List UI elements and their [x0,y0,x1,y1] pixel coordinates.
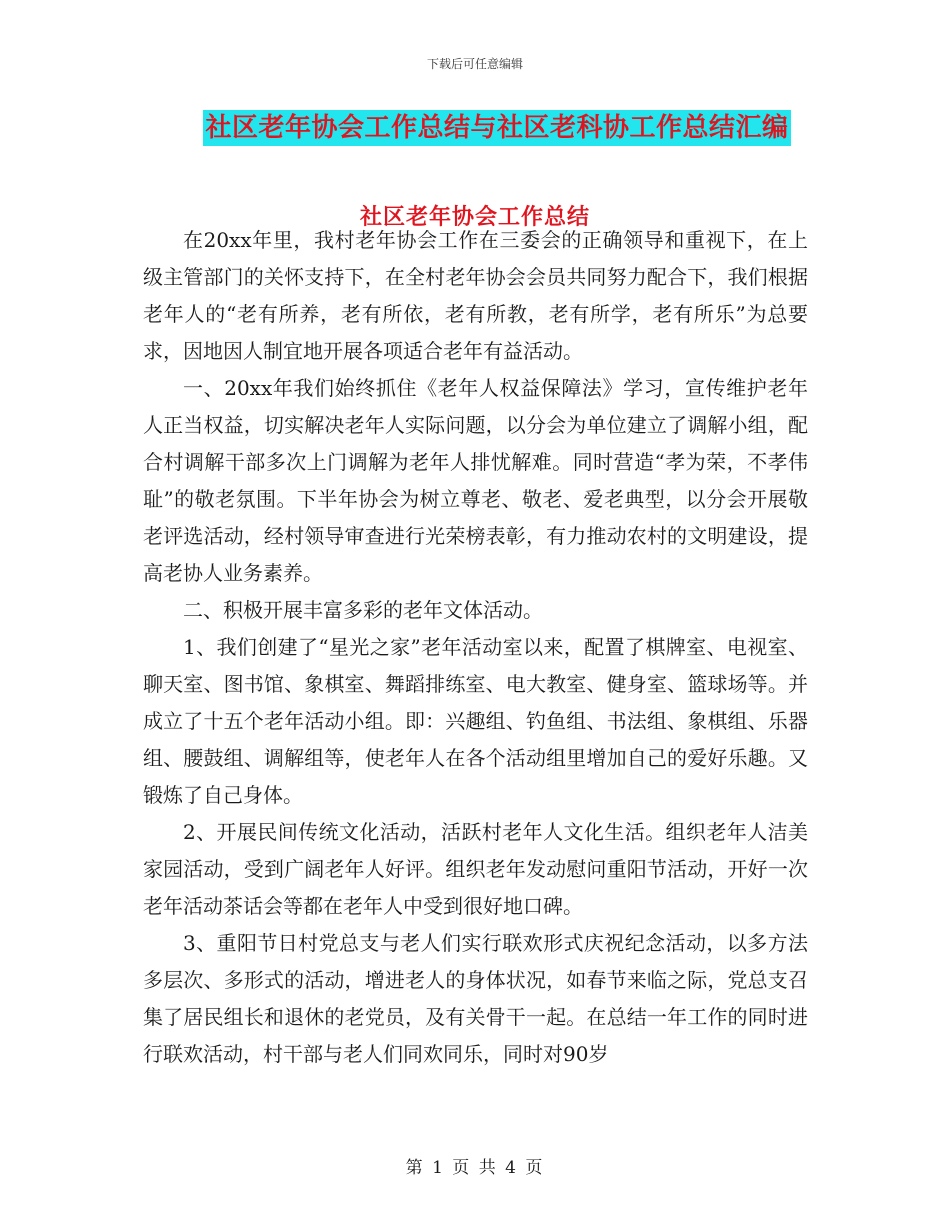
main-title-wrapper [0,110,950,146]
paragraph-activities-heading: 二、积极开展丰富多彩的老年文体活动。 [183,598,543,622]
paragraph-intro: 在20xx年里，我村老年协会工作在三委会的正确领导和重视下，在上级主管部门的关怀支持下，在全村老年协会会员共同努力配合下，我们根据老年人的“老有所养，老有所依，老有所教，老有所学，老有所乐”为总要求，因地因人制宜地开展各项适合老年有益活动。 [143,228,808,363]
paragraph-rights: 一、20xx年我们始终抓住《老年人权益保障法》学习，宣传维护老年人正当权益，切实解决老年人实际问题，以分会为单位建立了调解小组，配合村调解干部多次上门调解为老年人排忧解难。同时营造“孝为荣，不孝伟耻”的敬老氛围。下半年协会为树立尊老、敬老、爱老典型，以分会开展敬老评选活动，经村领导审查进行光荣榜表彰，有力推动农村的文明建设，提高老协人业务素养。 [143,376,808,585]
header-note: 下载后可任意编辑 [426,57,523,71]
paragraph-activity-2: 2、开展民间传统文化活动，活跃村老年人文化生活。组织老年人洁美家园活动，受到广阔老年人好评。组织老年发动慰问重阳节活动，开好一次老年活动茶话会等都在老年人中受到很好地口碑。 [143,820,808,918]
paragraph-activity-1: 1、我们创建了“星光之家”老年活动室以来，配置了棋牌室、电视室、聊天室、图书馆、象棋室、舞蹈排练室、电大教室、健身室、篮球场等。并成立了十五个老年活动小组。即：兴趣组、钓鱼组、书法组、象棋组、乐器组、腰鼓组、调解组等，使老年人在各个活动组里增加自己的爱好乐趣。又锻炼了自己身体。 [143,635,808,807]
body-text [143,222,808,1073]
main-title: 社区老年协会工作总结与社区老科协工作总结汇编 [203,110,790,146]
paragraph-activity-3: 3、重阳节日村党总支与老人们实行联欢形式庆祝纪念活动，以多方法多层次、多形式的活动，增进老人的身体状况，如春节来临之际，党总支召集了居民组长和退休的老党员，及有关骨干一起。在总结一年工作的同时进行联欢活动，村干部与老人们同欢同乐，同时对90岁 [143,931,808,1066]
section-title: 社区老年协会工作总结 [359,204,590,230]
page-indicator: 第 1 页 共 4 页 [405,1158,545,1178]
